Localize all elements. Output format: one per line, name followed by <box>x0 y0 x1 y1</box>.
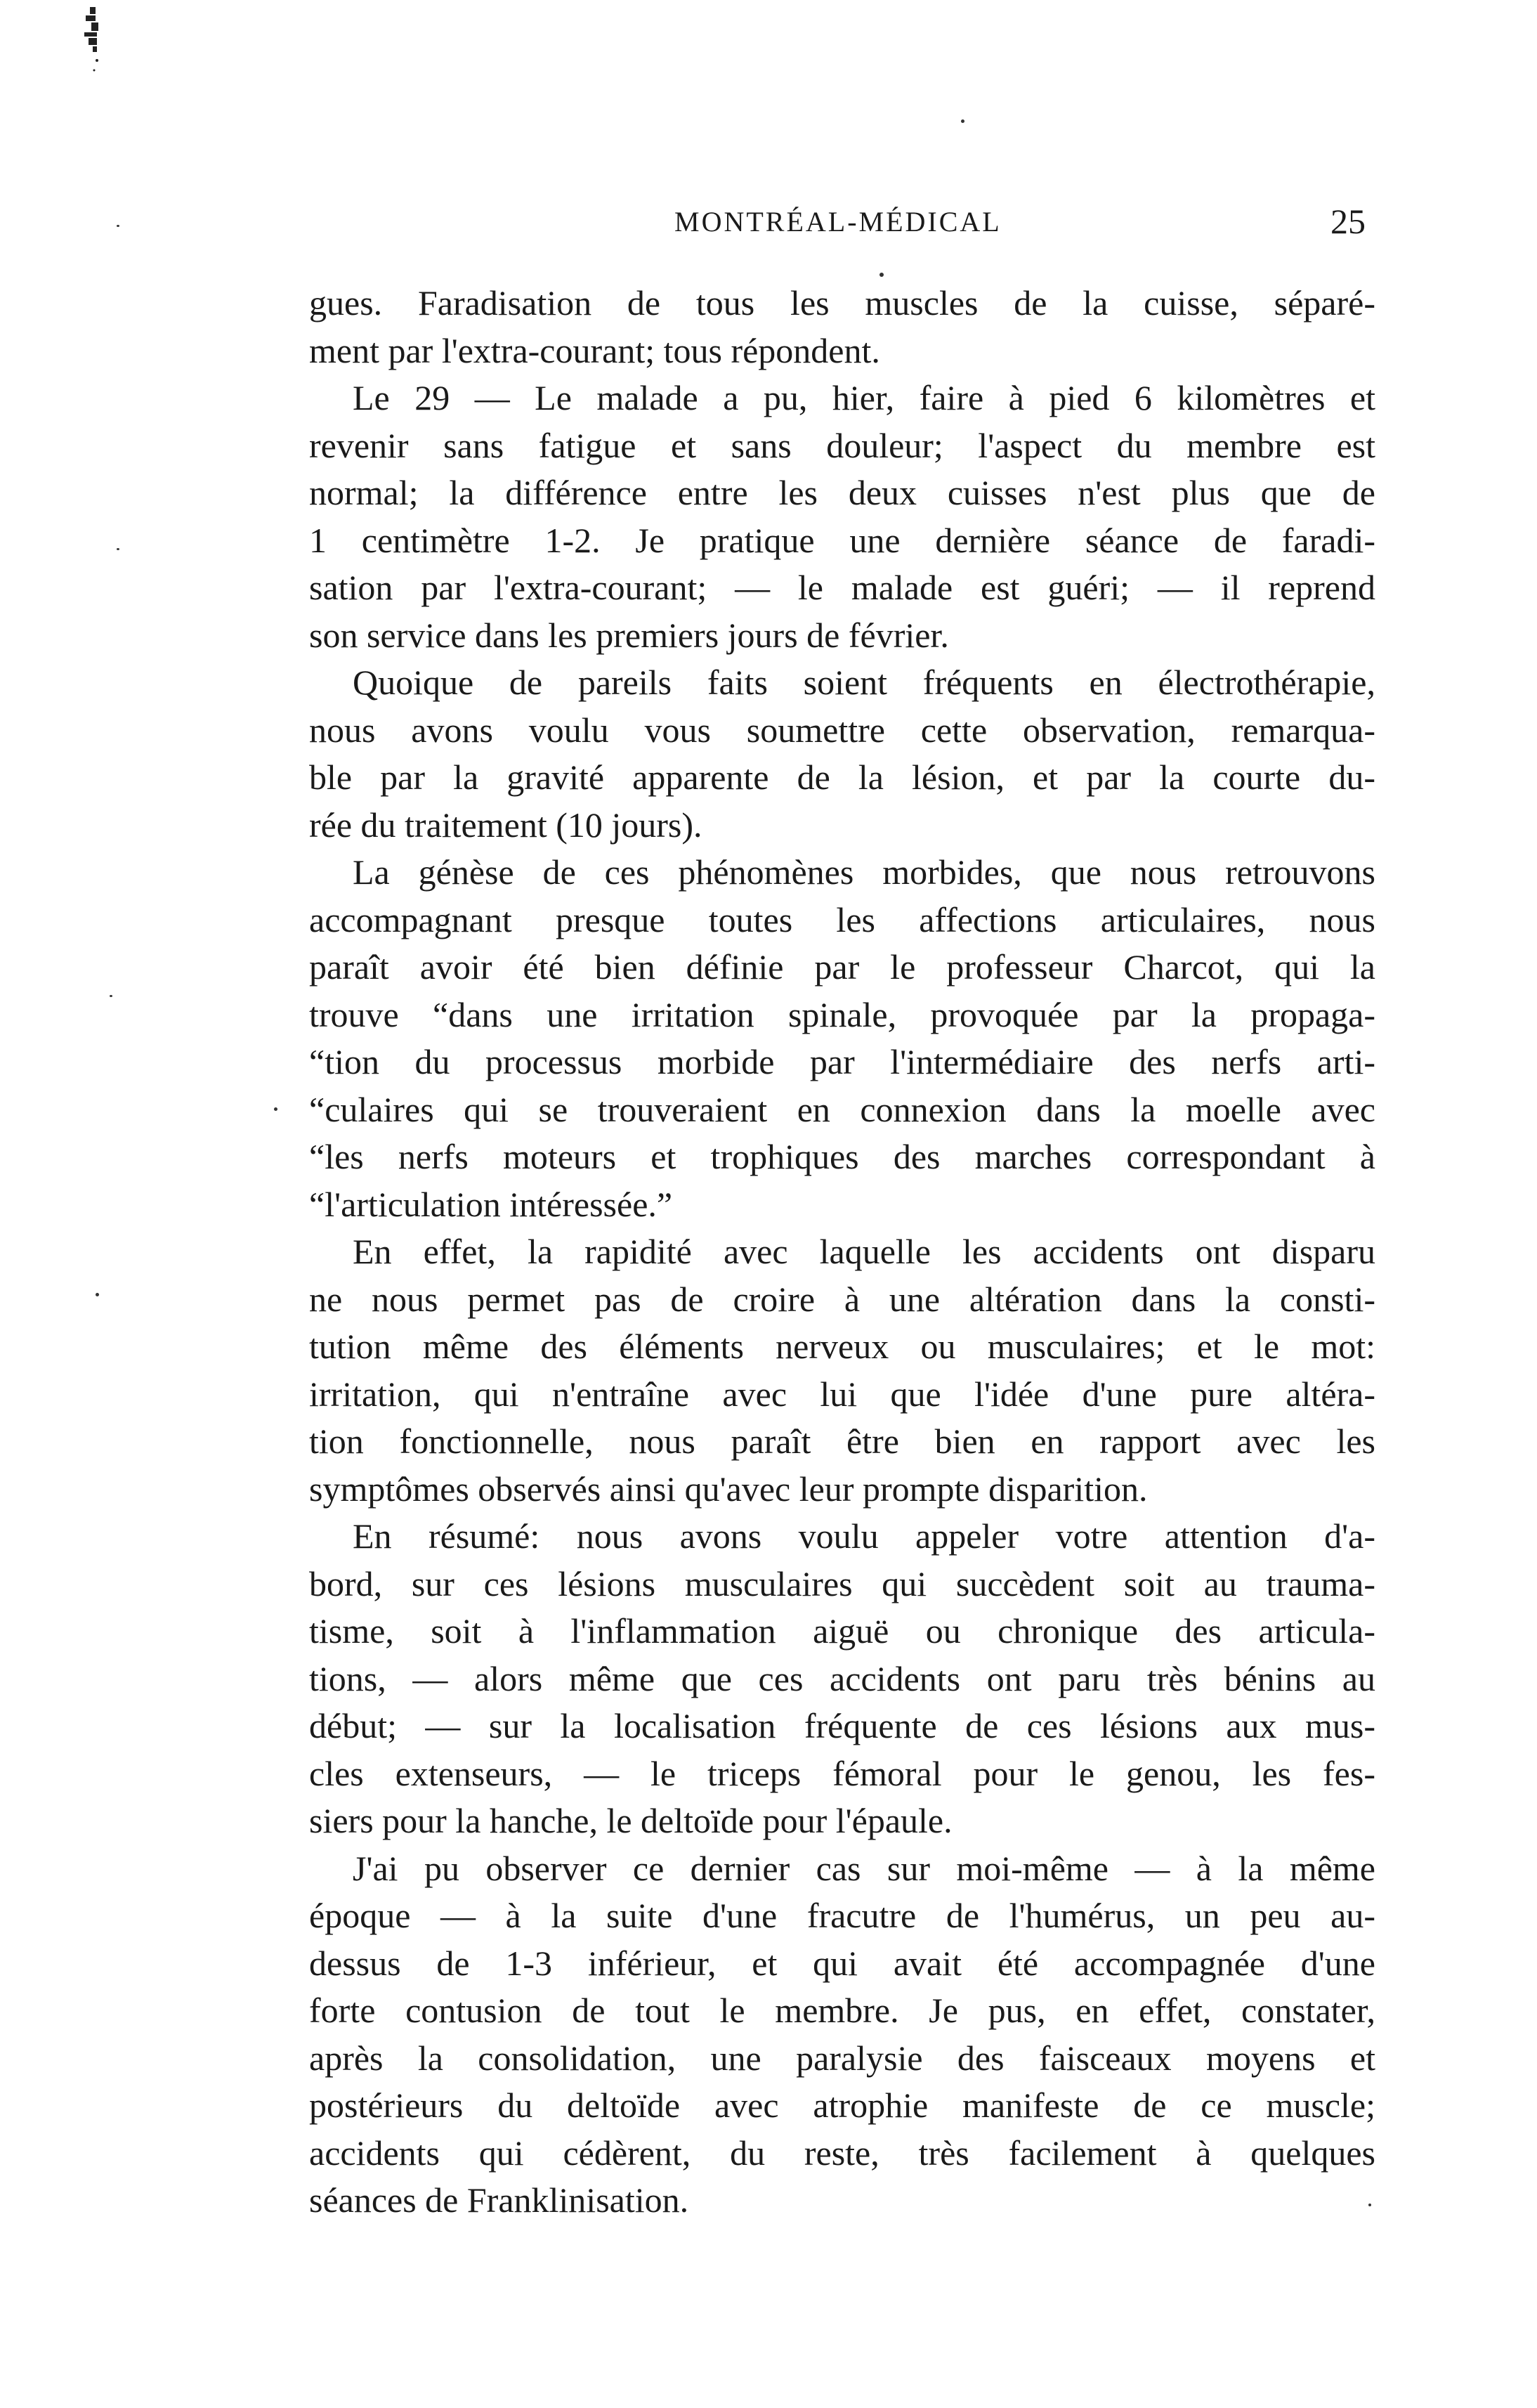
text-line: normal; la différence entre les deux cuisses n'est plus que de <box>309 473 1375 512</box>
text-line: trouve “dans une irritation spinale, provoquée par la propaga- <box>309 994 1375 1034</box>
text-line: nous avons voulu vous soumettre cette observation, remarqua- <box>309 710 1375 750</box>
text-line: tion fonctionnelle, nous paraît être bien en rapport avec les <box>309 1421 1375 1461</box>
scan-speck <box>110 995 112 997</box>
text-line: irritation, qui n'entraîne avec lui que l'idée d'une pure altéra- <box>309 1374 1375 1414</box>
text-line: ble par la gravité apparente de la lésion, et par la courte du- <box>309 757 1375 797</box>
text-line: paraît avoir été bien définie par le professeur Charcot, qui la <box>309 947 1375 987</box>
body-text <box>309 280 1375 2225</box>
text-line: tisme, soit à l'inflammation aiguë ou chronique des articula- <box>309 1611 1375 1651</box>
text-line: En effet, la rapidité avec laquelle les accidents ont disparu <box>353 1232 1375 1271</box>
text-line: “les nerfs moteurs et trophiques des marches correspondant à <box>309 1137 1375 1176</box>
text-line: séances de Franklinisation. <box>309 2180 689 2220</box>
text-line: forte contusion de tout le membre. Je pus, en effet, constater, <box>309 1991 1375 2030</box>
text-line: Le 29 — Le malade a pu, hier, faire à pied 6 kilomètres et <box>353 378 1375 417</box>
text-line: J'ai pu observer ce dernier cas sur moi-même — à la même <box>353 1848 1375 1888</box>
text-line: “l'articulation intéressée.” <box>309 1184 673 1224</box>
text-line: “culaires qui se trouveraient en connexion dans la moelle avec <box>309 1089 1375 1129</box>
text-line: ment par l'extra-courant; tous répondent. <box>309 330 880 370</box>
text-line: dessus de 1-3 inférieur, et qui avait été accompagnée d'une <box>309 1943 1375 1983</box>
text-line: rée du traitement (10 jours). <box>309 805 702 845</box>
scan-speck <box>274 1107 277 1111</box>
scan-speck <box>879 273 884 277</box>
text-line: tution même des éléments nerveux ou musculaires; et le mot: <box>309 1327 1375 1366</box>
scan-speck <box>961 119 964 123</box>
text-line: son service dans les premiers jours de février. <box>309 615 949 655</box>
text-line: tions, — alors même que ces accidents ont paru très bénins au <box>309 1658 1375 1698</box>
text-line: début; — sur la localisation fréquente de ces lésions aux mus- <box>309 1706 1375 1745</box>
text-line: bord, sur ces lésions musculaires qui succèdent soit au trauma- <box>309 1563 1375 1603</box>
text-line: 1 centimètre 1-2. Je pratique une dernière séance de faradi- <box>309 520 1375 560</box>
text-line: La génèse de ces phénomènes morbides, que nous retrouvons <box>353 852 1375 892</box>
running-head <box>0 202 1537 247</box>
text-line: revenir sans fatigue et sans douleur; l'aspect du membre est <box>309 425 1375 465</box>
text-line: accompagnant presque toutes les affections articulaires, nous <box>309 899 1375 939</box>
text-line: En résumé: nous avons voulu appeler votre attention d'a- <box>353 1516 1375 1556</box>
text-line: cles extenseurs, — le triceps fémoral pour le genou, les fes- <box>309 1753 1375 1793</box>
scan-speck <box>117 548 119 550</box>
text-line: époque — à la suite d'une fracutre de l'humérus, un peu au- <box>309 1896 1375 1935</box>
text-line: gues. Faradisation de tous les muscles de la cuisse, séparé- <box>309 283 1375 323</box>
text-line: après la consolidation, une paralysie des faisceaux moyens et <box>309 2038 1375 2078</box>
page-number: 25 <box>1330 202 1366 241</box>
scan-speck <box>96 1293 99 1296</box>
text-line: ne nous permet pas de croire à une altération dans la consti- <box>309 1279 1375 1319</box>
text-line: accidents qui cédèrent, du reste, très facilement à quelques <box>309 2133 1375 2173</box>
scan-artifact <box>76 3 118 87</box>
text-line: postérieurs du deltoïde avec atrophie manifeste de ce muscle; <box>309 2085 1375 2125</box>
text-line: symptômes observés ainsi qu'avec leur prompte disparition. <box>309 1469 1148 1509</box>
text-line: sation par l'extra-courant; — le malade est guéri; — il reprend <box>309 568 1375 607</box>
text-line: “tion du processus morbide par l'intermédiaire des nerfs arti- <box>309 1042 1375 1081</box>
text-line: siers pour la hanche, le deltoïde pour l'épaule. <box>309 1801 953 1840</box>
text-line: Quoique de pareils faits soient fréquents en électrothérapie, <box>353 663 1375 702</box>
running-title: MONTRÉAL-MÉDICAL <box>674 206 1002 237</box>
